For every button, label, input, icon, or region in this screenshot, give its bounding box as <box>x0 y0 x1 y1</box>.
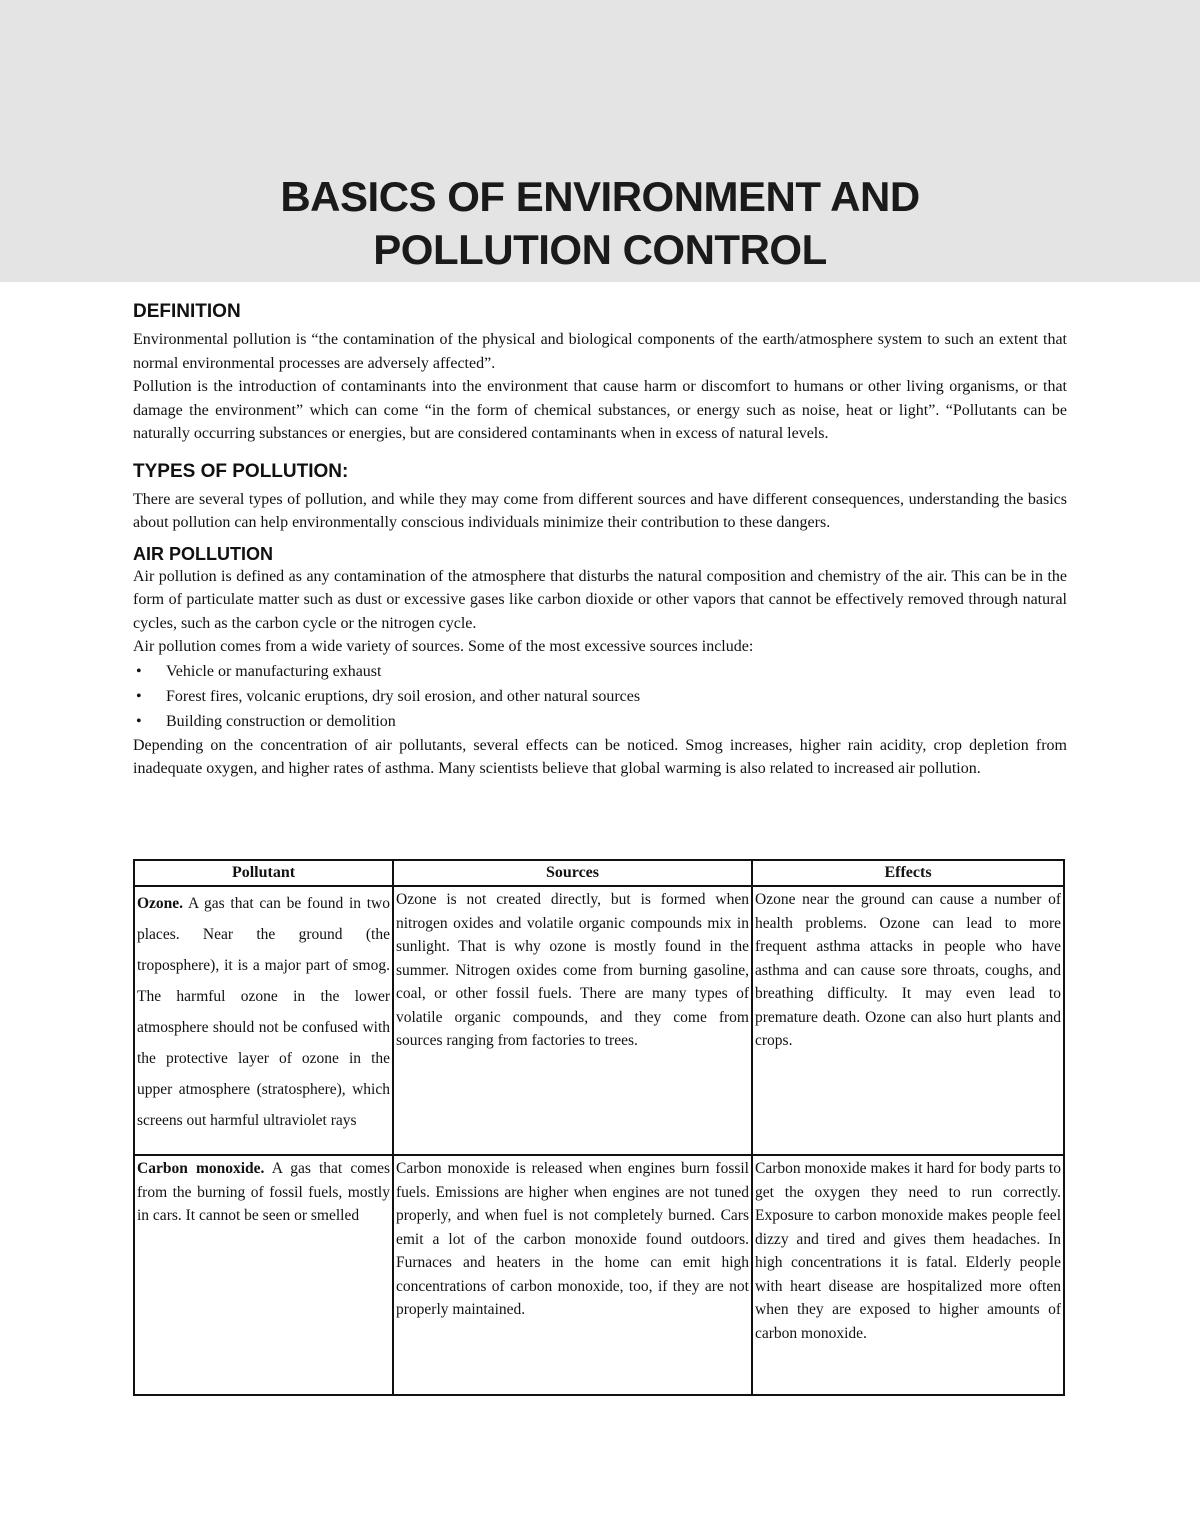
list-item: • Forest fires, volcanic eruptions, dry soil erosion, and other natural sources <box>133 684 1067 709</box>
definition-paragraph-1: Environmental pollution is “the contamination of the physical and biological components of the earth/atmosphere system to such an extent that normal environmental processes are adversely affected”. <box>133 331 1067 372</box>
effects-cell: Ozone near the ground can cause a number of health problems. Ozone can lead to more frequent asthma attacks in people who have asthma and can cause sore throats, coughs, and breathing difficulty. It may even lead to premature death. Ozone can also hurt plants and crops. <box>752 886 1064 1155</box>
column-header-effects: Effects <box>752 860 1064 886</box>
pollutant-cell <box>134 1155 393 1395</box>
table-row <box>134 1155 1064 1395</box>
list-item: • Vehicle or manufacturing exhaust <box>133 659 1067 684</box>
pollutant-name: Carbon monoxide. <box>137 1160 265 1177</box>
title-line-1: BASICS OF ENVIRONMENT AND <box>280 173 920 220</box>
pollutant-description: A gas that comes from the burning of fossil fuels, mostly in cars. It cannot be seen or smelled <box>137 1160 390 1224</box>
table-header-row <box>134 860 1064 886</box>
pollutants-table <box>133 859 1065 1396</box>
types-paragraph: There are several types of pollution, and while they may come from different sources and have different consequences, understanding the basics about pollution can help environmentally conscious individuals minimize their contribution to these dangers. <box>133 490 1067 531</box>
sources-list <box>133 659 1067 734</box>
bullet-icon: • <box>136 712 142 730</box>
definition-paragraph-2: Pollution is the introduction of contaminants into the environment that cause harm or discomfort to humans or other living organisms, or that damage the environment” which can come “in the form of chemical substances, or energy such as noise, heat or light”. “Pollutants can be naturally occurring substances or energies, but are considered contaminants when in excess of natural levels. <box>133 378 1067 442</box>
column-header-sources: Sources <box>393 860 752 886</box>
bullet-icon: • <box>136 687 142 705</box>
pollutant-name: Ozone. <box>137 895 184 912</box>
definition-heading: DEFINITION <box>133 301 241 322</box>
air-pollution-heading: AIR POLLUTION <box>133 543 273 564</box>
title-line-2: POLLUTION CONTROL <box>373 226 827 273</box>
effects-cell: Carbon monoxide makes it hard for body parts to get the oxygen they need to run correctly. Exposure to carbon monoxide makes people feel dizzy and tired and gives them headaches. In high concentrations it is fatal. Elderly people with heart disease are hospitalized more often when they are exposed to higher amounts of carbon monoxide. <box>752 1155 1064 1395</box>
pollutant-description: A gas that can be found in two places. Near the ground (the troposphere), it is a major part of smog. The harmful ozone in the lower atmosphere should not be confused with the protective layer of ozone in the upper atmosphere (stratosphere), which screens out harmful ultraviolet rays <box>137 895 390 1129</box>
types-heading: TYPES OF POLLUTION: <box>133 460 349 482</box>
page-title <box>0 170 1200 276</box>
air-paragraph-2: Air pollution comes from a wide variety of sources. Some of the most excessive sources include: <box>133 638 754 655</box>
column-header-pollutant: Pollutant <box>134 860 393 886</box>
bullet-icon: • <box>136 662 142 680</box>
document-body <box>133 300 1067 781</box>
table-row <box>134 886 1064 1155</box>
air-paragraph-3: Depending on the concentration of air pollutants, several effects can be noticed. Smog increases, higher rain acidity, crop depletion from inadequate oxygen, and higher rates of asthma. Many scientists believe that global warming is also related to increased air pollution. <box>133 736 1067 777</box>
air-paragraph-1: Air pollution is defined as any contamination of the atmosphere that disturbs the natural composition and chemistry of the air. This can be in the form of particulate matter such as dust or excessive gases like carbon dioxide or other vapors that cannot be effectively removed through natural cycles, such as the carbon cycle or the nitrogen cycle. <box>133 567 1067 632</box>
sources-cell: Ozone is not created directly, but is formed when nitrogen oxides and volatile organic compounds mix in sunlight. That is why ozone is mostly found in the summer. Nitrogen oxides come from burning gasoline, coal, or other fossil fuels. There are many types of volatile organic compounds, and they come from sources ranging from factories to trees. <box>393 886 752 1155</box>
sources-cell: Carbon monoxide is released when engines burn fossil fuels. Emissions are higher when engines are not tuned properly, and when fuel is not completely burned. Cars emit a lot of the carbon monoxide found outdoors. Furnaces and heaters in the home can emit high concentrations of carbon monoxide, too, if they are not properly maintained. <box>393 1155 752 1395</box>
list-item: • Building construction or demolition <box>133 709 1067 734</box>
pollutant-cell <box>134 886 393 1155</box>
